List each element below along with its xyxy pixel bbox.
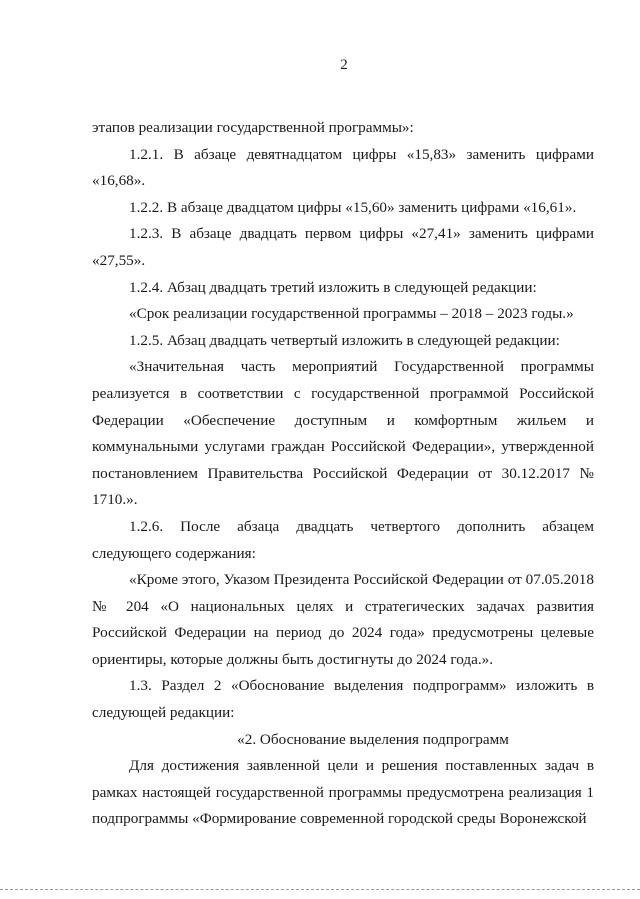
paragraph-1-2-5: 1.2.5. Абзац двадцать четвертый изложить в следующей редакции: bbox=[129, 331, 560, 349]
paragraph-stages-end: этапов реализации государственной программы»: bbox=[92, 119, 414, 136]
paragraph-1-2-1: 1.2.1. В абзаце девятнадцатом цифры «15,83» заменить цифрами «16,68». bbox=[92, 145, 594, 190]
paragraph-1-2-3: 1.2.3. В абзаце двадцать первом цифры «27,41» заменить цифрами «27,55». bbox=[92, 225, 594, 269]
section-heading: «2. Обоснование выделения подпрограмм bbox=[237, 730, 509, 748]
paragraph-1-2-2: 1.2.2. В абзаце двадцатом цифры «15,60» заменить цифрами «16,61». bbox=[129, 198, 577, 216]
paragraph-1-3: 1.3. Раздел 2 «Обоснование выделения подпрограмм» изложить в следующей редакции: bbox=[92, 677, 594, 722]
paragraph-significant-part: «Значительная часть мероприятий Государственной программы реализуется в соответствии с государственной программой Российской Федерации «Обеспечение доступным и комфортным жильем и коммунальными услугами граждан Российской Федерации», утвержденной постановлением Правительства Российской Федерации от 30.12.2017 № 1710.». bbox=[92, 358, 594, 509]
scan-edge-line bbox=[0, 889, 640, 890]
paragraph-program-term: «Срок реализации государственной программы – 2018 – 2023 годы.» bbox=[129, 305, 574, 323]
paragraph-1-2-6: 1.2.6. После абзаца двадцать четвертого дополнить абзацем следующего содержания: bbox=[92, 517, 594, 562]
paragraph-presidential-decree: «Кроме этого, Указом Президента Российской Федерации от 07.05.2018 № 204 «О национальных целях и стратегических задачах развития Российской Федерации на период до 2024 года» предусмотрены целевые ориентиры, которые должны быть достигнуты до 2024 года.». bbox=[92, 571, 594, 668]
page-number: 2 bbox=[340, 57, 348, 73]
paragraph-goal-achievement: Для достижения заявленной цели и решения поставленных задач в рамках настоящей государственной программы предусмотрена реализация 1 подпрограммы «Формирование современной городской среды Воронежской bbox=[92, 757, 594, 828]
paragraph-1-2-4: 1.2.4. Абзац двадцать третий изложить в следующей редакции: bbox=[129, 278, 537, 296]
document-body bbox=[92, 115, 594, 833]
